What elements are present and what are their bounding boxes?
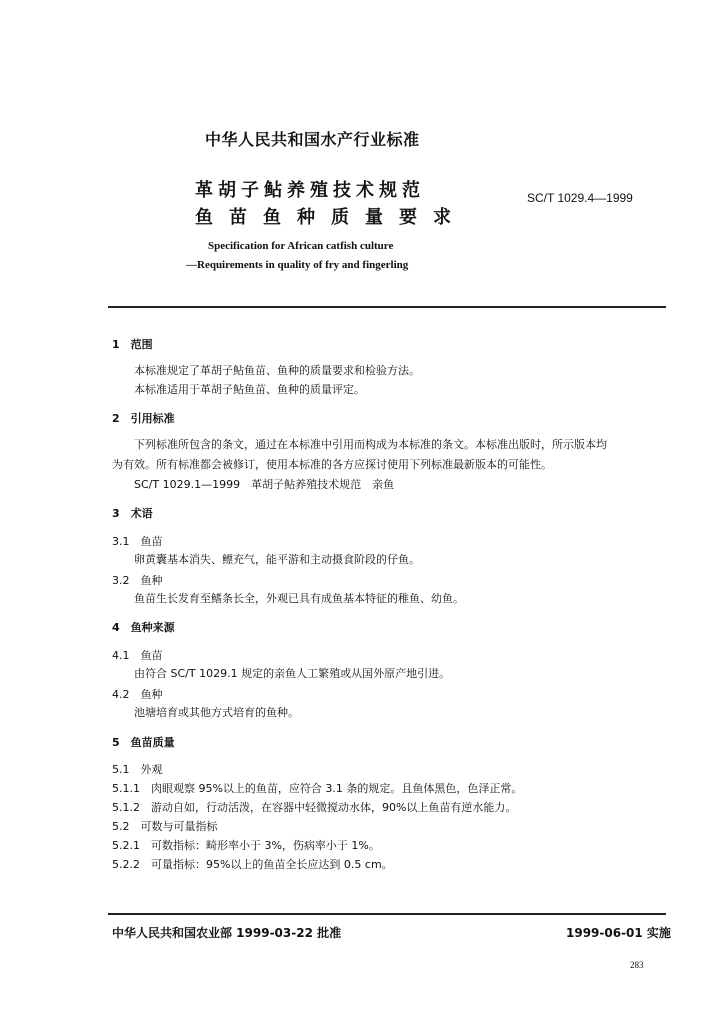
page-number: 283	[630, 960, 644, 970]
section-5-heading: 5 鱼苗质量	[112, 736, 175, 749]
term-3-2-text: 鱼苗生长发育至鳍条长全，外观已具有成鱼基本特征的稚鱼、幼鱼。	[134, 592, 464, 605]
title-line-2: 鱼苗鱼种质量要求	[195, 207, 467, 228]
section-3-heading: 3 术语	[112, 507, 153, 520]
effective-date: 1999-06-01 实施	[566, 926, 671, 940]
section-2-p1a: 下列标准所包含的条文，通过在本标准中引用而构成为本标准的条文。本标准出版时，所示版本均	[134, 438, 607, 451]
english-title-2: —Requirements in quality of fry and fingerling	[186, 259, 409, 271]
approval-note: 中华人民共和国农业部 1999-03-22 批准	[112, 926, 342, 940]
item-4-1-text: 由符合 SC/T 1029.1 规定的亲鱼人工繁殖或从国外原产地引进。	[134, 667, 451, 680]
item-5-1-2: 5.1.2 游动自如，行动活泼，在容器中轻微搅动水体，90%以上鱼苗有逆水能力。	[112, 801, 517, 814]
section-2-p1b: 为有效。所有标准都会被修订，使用本标准的各方应探讨使用下列标准最新版本的可能性。	[112, 458, 552, 471]
standard-type: 中华人民共和国水产行业标准	[205, 130, 420, 149]
section-1-heading: 1 范围	[112, 338, 153, 351]
term-3-1-heading: 3.1 鱼苗	[112, 535, 163, 548]
english-title-1: Specification for African catfish culture	[208, 240, 394, 252]
section-2-heading: 2 引用标准	[112, 412, 175, 425]
item-4-2-heading: 4.2 鱼种	[112, 688, 163, 701]
term-3-2-heading: 3.2 鱼种	[112, 574, 163, 587]
section-2-reference: SC/T 1029.1—1999 革胡子鲇养殖技术规范 亲鱼	[134, 478, 395, 491]
section-1-p1: 本标准规定了革胡子鲇鱼苗、鱼种的质量要求和检验方法。	[134, 364, 420, 377]
top-divider	[108, 306, 666, 308]
item-4-2-text: 池塘培育或其他方式培育的鱼种。	[134, 706, 299, 719]
item-5-2-2: 5.2.2 可量指标：95%以上的鱼苗全长应达到 0.5 cm。	[112, 858, 393, 871]
title-line-1: 革胡子鲇养殖技术规范	[195, 180, 425, 201]
bottom-divider	[108, 913, 666, 915]
section-4-heading: 4 鱼种来源	[112, 621, 175, 634]
item-4-1-heading: 4.1 鱼苗	[112, 649, 163, 662]
item-5-2: 5.2 可数与可量指标	[112, 820, 218, 833]
term-3-1-text: 卵黄囊基本消失、鳔充气，能平游和主动摄食阶段的仔鱼。	[134, 553, 420, 566]
standard-code: SC/T 1029.4—1999	[527, 191, 633, 205]
item-5-2-1: 5.2.1 可数指标：畸形率小于 3%，伤病率小于 1%。	[112, 839, 380, 852]
item-5-1-1: 5.1.1 肉眼观察 95%以上的鱼苗，应符合 3.1 条的规定。且鱼体黑色，色泽正常。	[112, 782, 523, 795]
item-5-1: 5.1 外观	[112, 763, 163, 776]
section-1-p2: 本标准适用于革胡子鲇鱼苗、鱼种的质量评定。	[134, 383, 365, 396]
